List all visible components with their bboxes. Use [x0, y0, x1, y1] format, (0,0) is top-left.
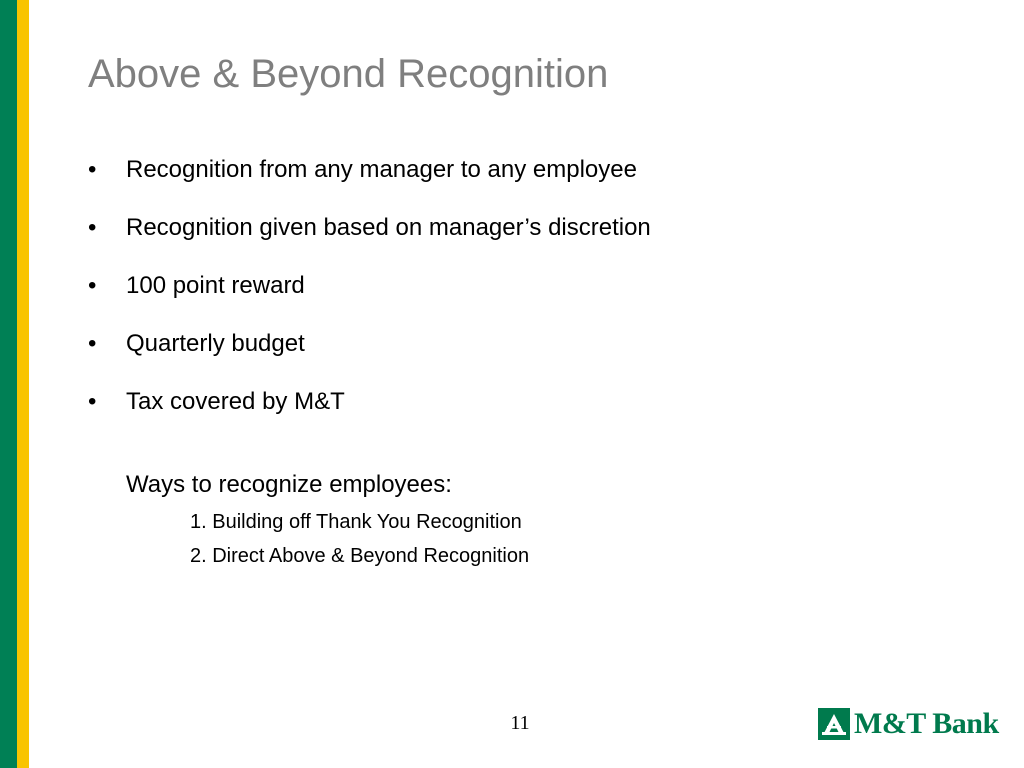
bullet-text: 100 point reward	[126, 272, 305, 299]
left-green-stripe	[0, 0, 17, 768]
bullet-text: Quarterly budget	[126, 330, 305, 357]
left-gold-stripe	[17, 0, 29, 768]
bullet-text: Recognition given based on manager’s discretion	[126, 214, 651, 241]
bullet-marker: •	[88, 156, 97, 183]
bullet-text: Tax covered by M&T	[126, 388, 345, 415]
bullet-marker: •	[88, 272, 97, 299]
ways-list-item: 1. Building off Thank You Recognition	[190, 511, 522, 533]
bullet-marker: •	[88, 388, 97, 415]
slide-title: Above & Beyond Recognition	[88, 52, 609, 96]
ways-list-item: 2. Direct Above & Beyond Recognition	[190, 545, 530, 567]
mt-bank-logo-icon	[818, 708, 850, 740]
page-number: 11	[510, 712, 530, 734]
bullet-marker: •	[88, 330, 97, 357]
bullet-text: Recognition from any manager to any employee	[126, 156, 637, 183]
bullet-marker: •	[88, 214, 97, 241]
logo-text: M&T Bank	[854, 707, 999, 740]
mt-bank-logo	[818, 707, 999, 741]
ways-heading: Ways to recognize employees:	[126, 471, 452, 498]
